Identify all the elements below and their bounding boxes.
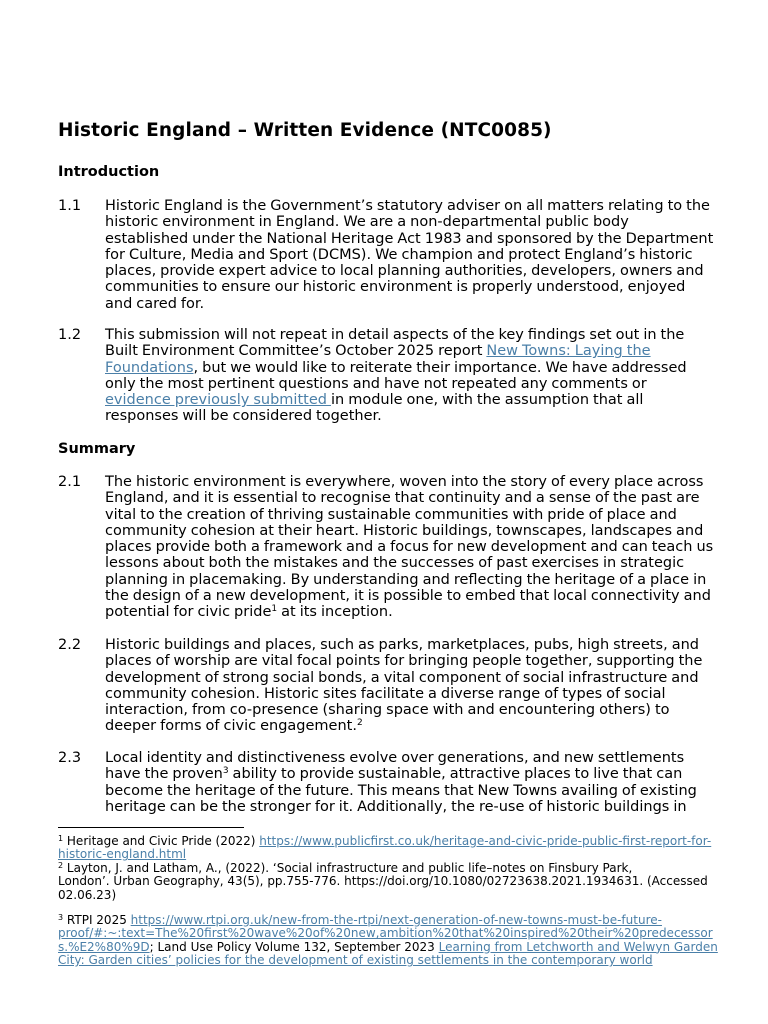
previous-evidence-link[interactable]: evidence previously submitted xyxy=(105,392,331,409)
paragraph-body xyxy=(105,750,721,815)
text-line: heritage can be the stronger for it. Additionally, the re-use of historic buildings in xyxy=(105,798,687,815)
summary-heading: Summary xyxy=(58,441,136,457)
heritage-civic-pride-link-cont[interactable]: historic-england.html xyxy=(58,847,187,862)
rtpi-link[interactable]: https://www.rtpi.org.uk/new-from-the-rtpi/next-generation-of-new-towns-must-be-future- xyxy=(130,913,662,927)
text-line: community cohesion at their heart. Historic buildings, townscapes, landscapes and xyxy=(105,522,704,539)
footnote-separator xyxy=(58,827,244,828)
text-line xyxy=(105,604,721,620)
footnote-2 xyxy=(58,862,718,902)
footnote-3 xyxy=(58,914,718,968)
text-line xyxy=(58,941,718,954)
footnote-marker: 2 xyxy=(58,861,64,870)
text-segment: at its inception. xyxy=(277,604,393,621)
text-segment: Layton, J. and Latham, A., (2022). ‘Social infrastructure and public life–notes on Finsbury Park, xyxy=(63,861,633,875)
text-line xyxy=(105,766,721,782)
text-segment: Built Environment Committee’s October 2025 report xyxy=(105,343,487,360)
text-line xyxy=(58,914,718,927)
footnote-marker: 1 xyxy=(58,834,64,843)
paragraph-number: 2.1 xyxy=(58,474,82,490)
new-towns-report-link-cont[interactable]: Foundations xyxy=(105,359,194,376)
text-line: England, and it is essential to recognise that continuity and a sense of the past are xyxy=(105,490,700,507)
text-segment: ability to provide sustainable, attractive places to live that can xyxy=(228,766,683,783)
text-line: Historic England is the Government’s statutory adviser on all matters relating to the xyxy=(105,198,710,214)
paragraph-number: 2.2 xyxy=(58,637,82,653)
paragraph-body xyxy=(105,637,721,735)
new-towns-report-link[interactable]: New Towns: Laying the xyxy=(486,343,651,360)
text-line xyxy=(58,835,718,848)
text-line: Historic buildings and places, such as parks, marketplaces, pubs, high streets, and xyxy=(105,637,700,653)
footnote-ref-3[interactable]: 3 xyxy=(222,766,229,777)
text-line: places of worship are vital focal points for bringing people together, supporting the xyxy=(105,653,703,670)
text-line: and cared for. xyxy=(105,295,205,312)
text-line: places, provide expert advice to local planning authorities, developers, owners and xyxy=(105,263,704,280)
letchworth-welwyn-link[interactable]: Learning from Letchworth and Welwyn Garden xyxy=(438,939,718,954)
text-line: planning in placemaking. By understanding and reflecting the heritage of a place in xyxy=(105,571,707,588)
text-line: for Culture, Media and Sport (DCMS). We champion and protect England’s historic xyxy=(105,246,693,263)
rtpi-link-end[interactable]: s.%E2%80%9D xyxy=(58,939,150,954)
text-line: the design of a new development, it is possible to embed that local connectivity and xyxy=(105,588,711,605)
footnote-marker: 3 xyxy=(58,913,64,922)
paragraph-body xyxy=(105,198,721,312)
text-line xyxy=(105,718,721,734)
text-line: places provide both a framework and a focus for new development and can teach us xyxy=(105,539,714,556)
text-segment: Heritage and Civic Pride (2022) xyxy=(63,834,260,848)
text-line: vital to the creation of thriving sustainable communities with pride of place and xyxy=(105,506,677,523)
rtpi-link-cont[interactable]: proof/#:~:text=The%20first%20wave%20of%20new,ambition%20that%20inspired%20their%20predecessor xyxy=(58,926,713,941)
introduction-heading: Introduction xyxy=(58,164,160,180)
paragraph-body xyxy=(105,327,721,425)
text-line xyxy=(58,954,718,967)
text-line: This submission will not repeat in detail aspects of the key findings set out in the xyxy=(105,327,685,343)
letchworth-welwyn-link-cont[interactable]: City: Garden cities’ policies for the development of existing settlements in the contemporary world xyxy=(58,953,653,968)
footnote-ref-2[interactable]: 2 xyxy=(356,718,363,729)
text-line: London’. Urban Geography, 43(5), pp.755-776. https://doi.org/10.1080/02723638.2021.1934631. (Accessed xyxy=(58,874,708,889)
text-line: development of strong social bonds, a vital component of social infrastructure and xyxy=(105,669,699,686)
text-line xyxy=(105,360,721,376)
paragraph-number: 2.3 xyxy=(58,750,82,766)
text-segment: ; Land Use Policy Volume 132, September 2023 xyxy=(149,939,439,954)
text-line: historic environment in England. We are a non-departmental public body xyxy=(105,214,629,231)
text-line: become the heritage of the future. This means that New Towns availing of existing xyxy=(105,782,697,799)
text-line: communities to ensure our historic environment is properly understood, enjoyed xyxy=(105,279,686,296)
text-line: 02.06.23) xyxy=(58,887,117,902)
paragraph-number: 1.1 xyxy=(58,198,82,214)
paragraph-body xyxy=(105,474,721,621)
paragraph-number: 1.2 xyxy=(58,327,82,343)
text-line: responses will be considered together. xyxy=(105,408,382,425)
heritage-civic-pride-link[interactable]: https://www.publicfirst.co.uk/heritage-and-civic-pride-public-first-report-for- xyxy=(259,834,712,848)
document-title: Historic England – Written Evidence (NTC0085) xyxy=(58,120,552,141)
text-line: lessons about both the mistakes and the successes of past exercises in strategic xyxy=(105,555,685,572)
text-line xyxy=(58,848,718,861)
text-segment: deeper forms of civic engagement. xyxy=(105,718,357,735)
text-line: established under the National Heritage Act 1983 and sponsored by the Department xyxy=(105,230,714,247)
text-line: only the most pertinent questions and have not repeated any comments or xyxy=(105,375,647,392)
text-line: The historic environment is everywhere, woven into the story of every place across xyxy=(105,474,704,490)
footnote-ref-1[interactable]: 1 xyxy=(271,604,278,615)
text-line xyxy=(58,862,718,875)
text-segment: , but we would like to reiterate their importance. We have addressed xyxy=(193,359,687,376)
text-line: community cohesion. Historic sites facilitate a diverse range of types of social xyxy=(105,685,666,702)
text-segment: RTPI 2025 xyxy=(63,913,131,927)
text-line xyxy=(58,927,718,940)
footnote-1 xyxy=(58,835,718,862)
text-line xyxy=(105,392,721,408)
text-line: Local identity and distinctiveness evolve over generations, and new settlements xyxy=(105,750,685,766)
text-line xyxy=(105,343,721,359)
text-segment: in module one, with the assumption that all xyxy=(330,392,644,409)
text-segment: potential for civic pride xyxy=(105,604,272,621)
text-segment: have the proven xyxy=(105,766,223,783)
text-line: interaction, from co-presence (sharing space with and encountering others) to xyxy=(105,702,670,719)
